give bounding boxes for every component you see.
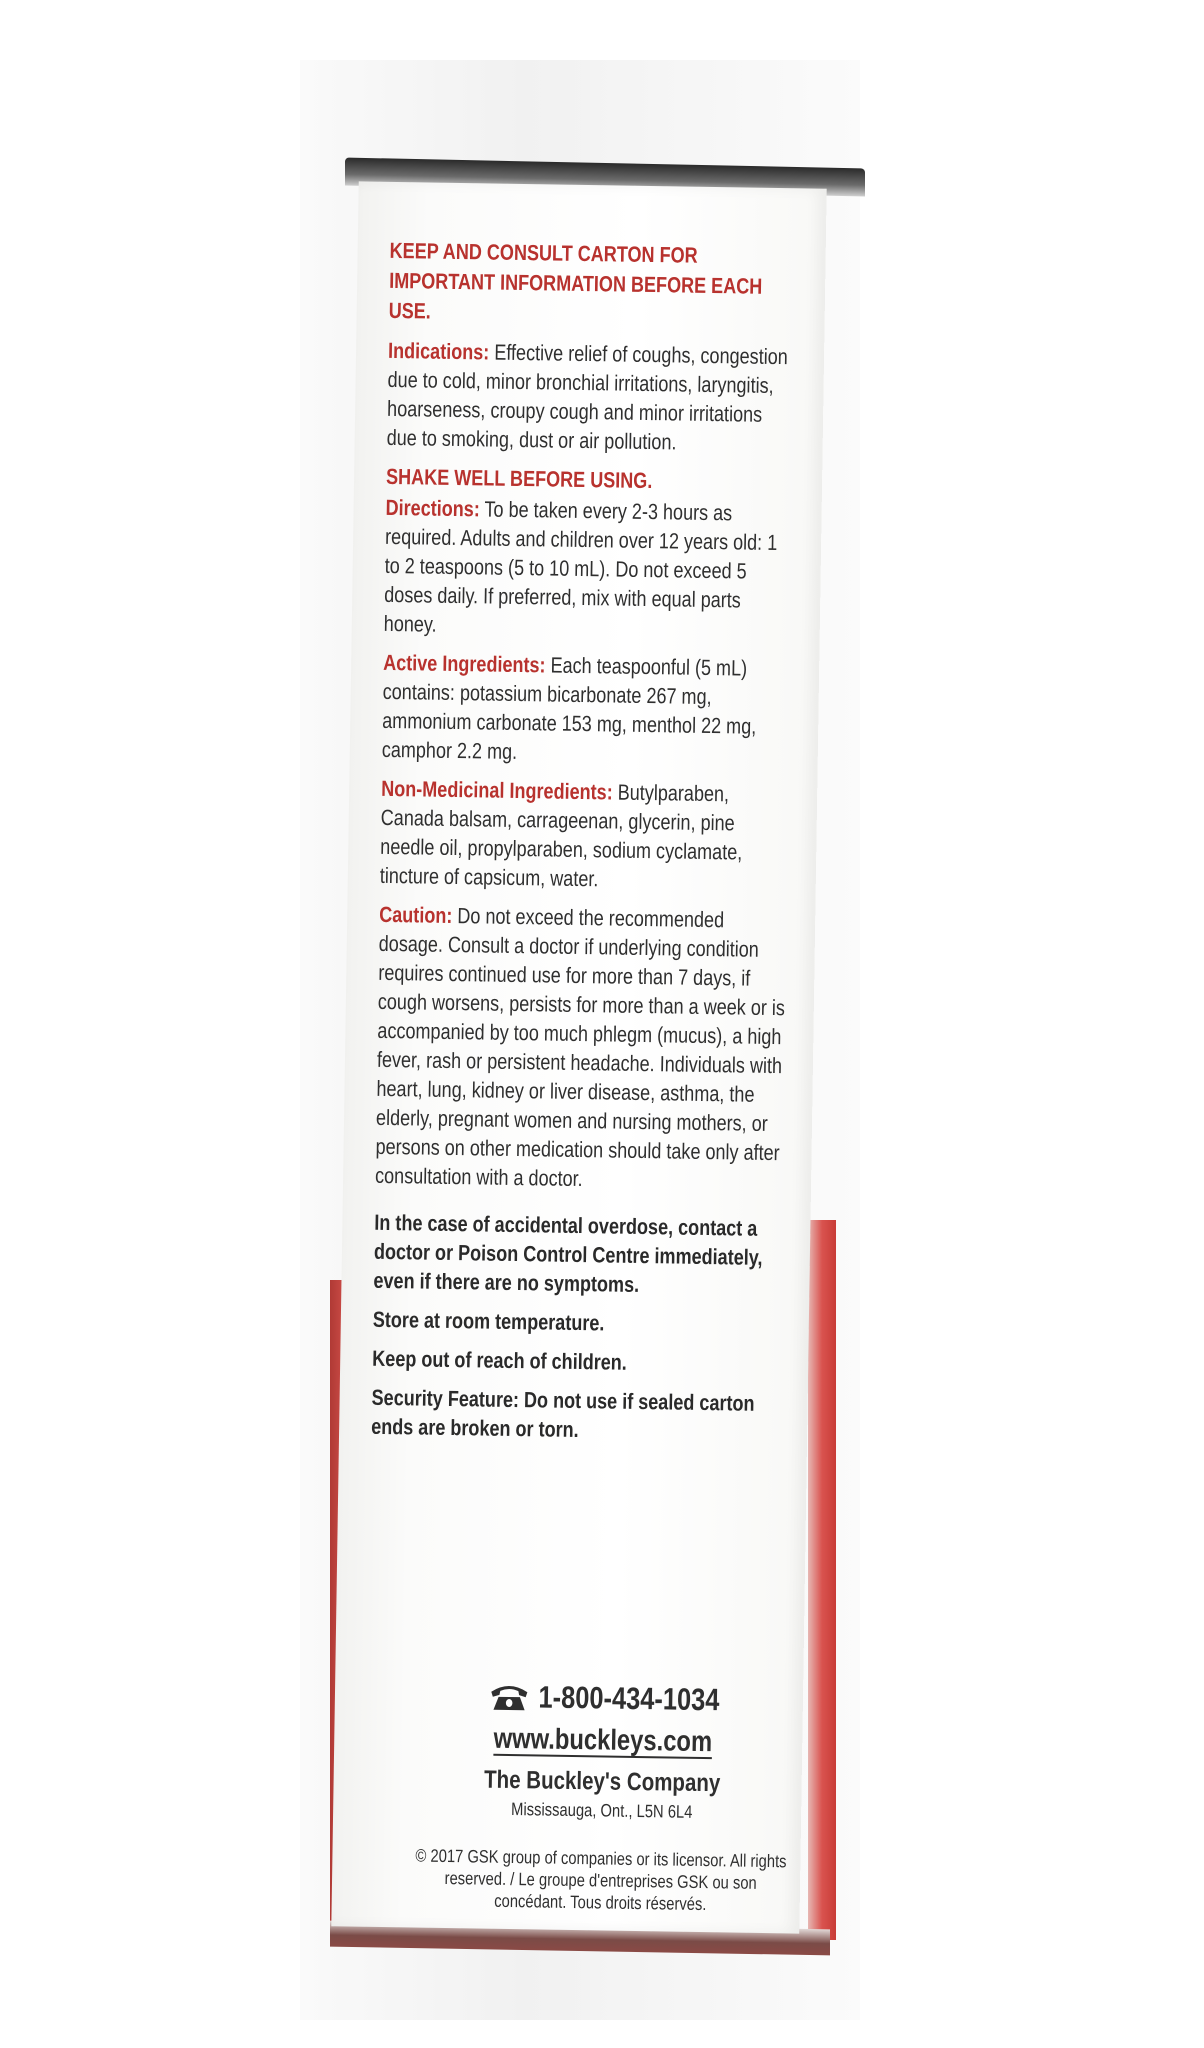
overdose-warning: In the case of accidental overdose, contact a doctor or Poison Control Centre immediately, even if there are no symptoms. <box>373 1209 763 1297</box>
active-ingredients-label: Active Ingredients: <box>382 649 546 678</box>
indications-text: Effective relief of coughs, congestion due to cold, minor bronchial irritations, laryngitis, hoarseness, croupy cough and minor irritations due to smoking, dust or air pollution. <box>386 339 788 455</box>
active-ingredients-paragraph <box>382 648 794 770</box>
carton-side-panel <box>331 181 826 1933</box>
telephone-icon <box>487 1682 530 1713</box>
storage-instruction: Store at room temperature. <box>372 1306 605 1336</box>
caution-text: Do not exceed the recommended dosage. Consult a doctor if underlying condition requires continued use for more than 7 days, if cough worsens, persists for more than a week or is accompanied by too much phlegm (mucus), a high fever, rash or persistent headache. Individuals with heart, lung, kidney or liver disease, asthma, the elderly, pregnant women and nursing mothers, or persons on other medication should take only after consultation with a doctor. <box>374 903 786 1192</box>
website-link: www.buckleys.com <box>493 1722 713 1759</box>
nonmedicinal-ingredients-paragraph <box>380 774 792 896</box>
copyright-notice: © 2017 GSK group of companies or its licensor. All rights reserved. / Le groupe d'entreprises GSK ou son concédant. Tous droits réservés. <box>415 1845 787 1915</box>
nonmedicinal-ingredients-text: Butylparaben, Canada balsam, carrageenan, glycerin, pine needle oil, propylparaben, sodium cyclamate, tincture of capsicum, water. <box>379 779 743 892</box>
carton-headline: KEEP AND CONSULT CARTON FOR IMPORTANT INFORMATION BEFORE EACH USE. <box>388 237 763 324</box>
carton-text-block <box>370 236 788 1456</box>
security-feature: Security Feature: Do not use if sealed carton ends are broken or torn. <box>370 1384 755 1443</box>
active-ingredients-text: Each teaspoonful (5 mL) contains: potassium bicarbonate 267 mg, ammonium carbonate 153 mg, menthol 22 mg, camphor 2.2 mg. <box>381 652 757 764</box>
indications-label: Indications: <box>387 337 490 365</box>
shake-paragraph <box>386 462 796 497</box>
directions-text: To be taken every 2-3 hours as required. Adults and children over 12 years old: 1 to 2 teaspoons (5 to 10 mL). Do not exceed 5 doses daily. If preferred, mix with equal parts honey. <box>383 496 778 637</box>
nonmedicinal-ingredients-label: Non-Medicinal Ingredients: <box>381 775 613 805</box>
caution-paragraph <box>375 900 790 1196</box>
caution-label: Caution: <box>379 901 453 928</box>
phone-number: 1-800-434-1034 <box>538 1679 720 1718</box>
phone-row <box>415 1678 793 1720</box>
directions-label: Directions: <box>385 494 481 522</box>
company-address: Mississauga, Ont., L5N 6L4 <box>510 1799 693 1822</box>
children-warning: Keep out of reach of children. <box>372 1345 628 1375</box>
carton-red-side-strip <box>808 1220 836 1940</box>
company-name: The Buckley's Company <box>483 1765 721 1798</box>
carton-footer <box>412 1678 787 1916</box>
indications-paragraph <box>386 336 798 458</box>
directions-paragraph <box>384 493 796 644</box>
shake-warning: SHAKE WELL BEFORE USING. <box>385 463 653 494</box>
